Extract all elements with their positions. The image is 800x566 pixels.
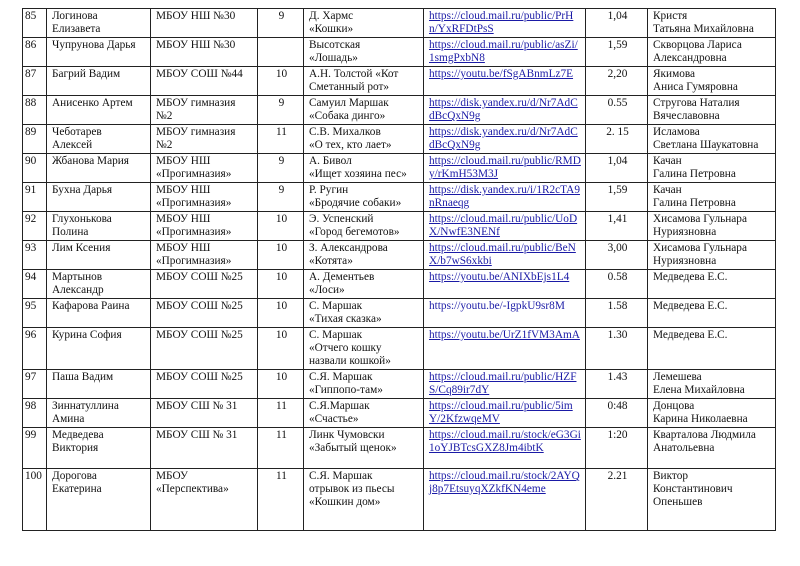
- duration-cell: 0.58: [586, 270, 648, 299]
- grade-cell: 10: [258, 241, 304, 270]
- grade-cell: 10: [258, 370, 304, 399]
- video-link[interactable]: https://youtu.be/UrZ1fVM3AmA: [429, 329, 580, 341]
- video-link[interactable]: https://cloud.mail.ru/public/HZFS/Cq89ir7dY: [429, 371, 577, 396]
- video-link[interactable]: https://youtu.be/-IgpkU9sr8M: [429, 300, 565, 312]
- grade-cell: 9: [258, 96, 304, 125]
- video-link-cell: [424, 370, 586, 399]
- teacher-cell: Качан Галина Петровна: [648, 183, 776, 212]
- teacher-cell: Кристя Татьяна Михайловна: [648, 9, 776, 38]
- grade-cell: 10: [258, 270, 304, 299]
- participant-name-cell: Багрий Вадим: [47, 67, 151, 96]
- grade-cell: 9: [258, 183, 304, 212]
- video-link[interactable]: https://youtu.be/fSgABnmLz7E: [429, 68, 574, 80]
- school-cell: МБОУ гимназия №2: [151, 96, 258, 125]
- row-number-cell: 87: [23, 67, 47, 96]
- grade-cell: 11: [258, 125, 304, 154]
- participant-name-cell: Курина София: [47, 328, 151, 370]
- grade-cell: 11: [258, 469, 304, 531]
- literary-work-cell: Самуил Маршак «Собака динго»: [304, 96, 424, 125]
- duration-cell: 1,59: [586, 38, 648, 67]
- participant-name-cell: Медведева Виктория: [47, 428, 151, 469]
- video-link-cell: [424, 270, 586, 299]
- row-number-cell: 88: [23, 96, 47, 125]
- video-link-cell: [424, 9, 586, 38]
- participant-name-cell: Глухонькова Полина: [47, 212, 151, 241]
- teacher-cell: Якимова Аниса Гумяровна: [648, 67, 776, 96]
- video-link-cell: [424, 469, 586, 531]
- school-cell: МБОУ НШ «Прогимназия»: [151, 183, 258, 212]
- participants-table: [22, 8, 776, 531]
- teacher-cell: Медведева Е.С.: [648, 299, 776, 328]
- grade-cell: 10: [258, 328, 304, 370]
- video-link[interactable]: https://cloud.mail.ru/public/5imY/2KfzwqeMV: [429, 400, 573, 425]
- participant-name-cell: Анисенко Артем: [47, 96, 151, 125]
- duration-cell: 2,20: [586, 67, 648, 96]
- video-link[interactable]: https://cloud.mail.ru/public/RMDy/rKmH53M3J: [429, 155, 581, 180]
- participant-name-cell: Бухна Дарья: [47, 183, 151, 212]
- duration-cell: 1.43: [586, 370, 648, 399]
- table-row: [23, 469, 776, 531]
- participant-name-cell: Лим Ксения: [47, 241, 151, 270]
- row-number-cell: 86: [23, 38, 47, 67]
- teacher-cell: Стругова Наталия Вячеславовна: [648, 96, 776, 125]
- grade-cell: 10: [258, 299, 304, 328]
- literary-work-cell: Э. Успенский «Город бегемотов»: [304, 212, 424, 241]
- literary-work-cell: Р. Ругин «Бродячие собаки»: [304, 183, 424, 212]
- teacher-cell: Медведева Е.С.: [648, 328, 776, 370]
- video-link-cell: [424, 428, 586, 469]
- teacher-cell: Кварталова Людмила Анатольевна: [648, 428, 776, 469]
- video-link[interactable]: https://cloud.mail.ru/public/asZi/1smgPxbN8: [429, 39, 578, 64]
- literary-work-cell: Д. Хармс «Кошки»: [304, 9, 424, 38]
- video-link-cell: [424, 183, 586, 212]
- teacher-cell: Хисамова Гульнара Нуриязновна: [648, 212, 776, 241]
- video-link[interactable]: https://cloud.mail.ru/stock/eG3Gi1oYJBTcsGXZ8Jm4ibtK: [429, 429, 581, 454]
- school-cell: МБОУ НШ «Прогимназия»: [151, 212, 258, 241]
- video-link[interactable]: https://cloud.mail.ru/public/PrHn/YxRFDtPsS: [429, 10, 574, 35]
- school-cell: МБОУ СОШ №25: [151, 299, 258, 328]
- grade-cell: 10: [258, 212, 304, 241]
- school-cell: МБОУ НШ «Прогимназия»: [151, 154, 258, 183]
- table-row: [23, 96, 776, 125]
- grade-cell: 10: [258, 67, 304, 96]
- duration-cell: 1,04: [586, 9, 648, 38]
- video-link-cell: [424, 38, 586, 67]
- literary-work-cell: С. Маршак «Отчего кошку назвали кошкой»: [304, 328, 424, 370]
- row-number-cell: 95: [23, 299, 47, 328]
- grade-cell: 11: [258, 428, 304, 469]
- table-row: [23, 212, 776, 241]
- participant-name-cell: Зиннатуллина Амина: [47, 399, 151, 428]
- video-link-cell: [424, 125, 586, 154]
- literary-work-cell: Высотская «Лошадь»: [304, 38, 424, 67]
- table-row: [23, 328, 776, 370]
- duration-cell: 3,00: [586, 241, 648, 270]
- teacher-cell: Виктор Константинович Опеньшев: [648, 469, 776, 531]
- video-link[interactable]: https://cloud.mail.ru/stock/2AYQj8p7EtsuyqXZkfKN4eme: [429, 470, 580, 495]
- participant-name-cell: Кафарова Раина: [47, 299, 151, 328]
- teacher-cell: Донцова Карина Николаевна: [648, 399, 776, 428]
- literary-work-cell: Линк Чумовски «Забытый щенок»: [304, 428, 424, 469]
- row-number-cell: 98: [23, 399, 47, 428]
- table-row: [23, 370, 776, 399]
- participant-name-cell: Жбанова Мария: [47, 154, 151, 183]
- table-row: [23, 241, 776, 270]
- duration-cell: 1:20: [586, 428, 648, 469]
- school-cell: МБОУ НШ №30: [151, 38, 258, 67]
- literary-work-cell: С. Маршак «Тихая сказка»: [304, 299, 424, 328]
- video-link-cell: [424, 399, 586, 428]
- duration-cell: 1,04: [586, 154, 648, 183]
- video-link[interactable]: https://disk.yandex.ru/d/Nr7AdCdBcQxN9g: [429, 97, 578, 122]
- teacher-cell: Лемешева Елена Михайловна: [648, 370, 776, 399]
- table-row: [23, 270, 776, 299]
- video-link-cell: [424, 241, 586, 270]
- video-link-cell: [424, 212, 586, 241]
- school-cell: МБОУ «Перспектива»: [151, 469, 258, 531]
- school-cell: МБОУ СОШ №25: [151, 328, 258, 370]
- school-cell: МБОУ СОШ №44: [151, 67, 258, 96]
- duration-cell: 1.58: [586, 299, 648, 328]
- school-cell: МБОУ СОШ №25: [151, 370, 258, 399]
- video-link[interactable]: https://disk.yandex.ru/i/1R2cTA9nRnaeqg: [429, 184, 580, 209]
- row-number-cell: 99: [23, 428, 47, 469]
- row-number-cell: 100: [23, 469, 47, 531]
- video-link[interactable]: https://cloud.mail.ru/public/BeNX/b7wS6xkbi: [429, 242, 576, 267]
- school-cell: МБОУ СОШ №25: [151, 270, 258, 299]
- school-cell: МБОУ НШ №30: [151, 9, 258, 38]
- school-cell: МБОУ СШ № 31: [151, 428, 258, 469]
- participant-name-cell: Дорогова Екатерина: [47, 469, 151, 531]
- table-row: [23, 38, 776, 67]
- grade-cell: [258, 38, 304, 67]
- grade-cell: 11: [258, 399, 304, 428]
- video-link-cell: [424, 299, 586, 328]
- literary-work-cell: С.Я. Маршак «Гиппопо-там»: [304, 370, 424, 399]
- table-row: [23, 399, 776, 428]
- row-number-cell: 96: [23, 328, 47, 370]
- school-cell: МБОУ СШ № 31: [151, 399, 258, 428]
- literary-work-cell: С.Я.Маршак «Счастье»: [304, 399, 424, 428]
- participant-name-cell: Мартынов Александр: [47, 270, 151, 299]
- row-number-cell: 97: [23, 370, 47, 399]
- video-link-cell: [424, 328, 586, 370]
- literary-work-cell: А. Бивол «Ищет хозяина пес»: [304, 154, 424, 183]
- literary-work-cell: С.В. Михалков «О тех, кто лает»: [304, 125, 424, 154]
- video-link[interactable]: https://cloud.mail.ru/public/UoDX/NwfE3NENf: [429, 213, 578, 238]
- duration-cell: 0.55: [586, 96, 648, 125]
- teacher-cell: Скворцова Лариса Александровна: [648, 38, 776, 67]
- literary-work-cell: А.Н. Толстой «Кот Сметанный рот»: [304, 67, 424, 96]
- row-number-cell: 92: [23, 212, 47, 241]
- teacher-cell: Хисамова Гульнара Нуриязновна: [648, 241, 776, 270]
- literary-work-cell: С.Я. Маршак отрывок из пьесы «Кошкин дом»: [304, 469, 424, 531]
- video-link-cell: [424, 96, 586, 125]
- table-row: [23, 428, 776, 469]
- teacher-cell: Качан Галина Петровна: [648, 154, 776, 183]
- row-number-cell: 90: [23, 154, 47, 183]
- table-body: [23, 9, 776, 531]
- video-link[interactable]: https://disk.yandex.ru/d/Nr7AdCdBcQxN9g: [429, 126, 578, 151]
- participant-name-cell: Логинова Елизавета: [47, 9, 151, 38]
- duration-cell: 2.21: [586, 469, 648, 531]
- participant-name-cell: Чупрунова Дарья: [47, 38, 151, 67]
- row-number-cell: 91: [23, 183, 47, 212]
- table-row: [23, 183, 776, 212]
- duration-cell: 1.30: [586, 328, 648, 370]
- teacher-cell: Исламова Светлана Шаукатовна: [648, 125, 776, 154]
- table-row: [23, 9, 776, 38]
- table-row: [23, 125, 776, 154]
- row-number-cell: 89: [23, 125, 47, 154]
- table-row: [23, 154, 776, 183]
- participant-name-cell: Паша Вадим: [47, 370, 151, 399]
- table-row: [23, 299, 776, 328]
- duration-cell: 0:48: [586, 399, 648, 428]
- school-cell: МБОУ НШ «Прогимназия»: [151, 241, 258, 270]
- video-link[interactable]: https://youtu.be/ANIXbEjs1L4: [429, 271, 570, 283]
- duration-cell: 2. 15: [586, 125, 648, 154]
- table-row: [23, 67, 776, 96]
- grade-cell: 9: [258, 9, 304, 38]
- duration-cell: 1,41: [586, 212, 648, 241]
- duration-cell: 1,59: [586, 183, 648, 212]
- literary-work-cell: А. Дементьев «Лоси»: [304, 270, 424, 299]
- school-cell: МБОУ гимназия №2: [151, 125, 258, 154]
- row-number-cell: 93: [23, 241, 47, 270]
- video-link-cell: [424, 154, 586, 183]
- participant-name-cell: Чеботарев Алексей: [47, 125, 151, 154]
- teacher-cell: Медведева Е.С.: [648, 270, 776, 299]
- row-number-cell: 85: [23, 9, 47, 38]
- grade-cell: 9: [258, 154, 304, 183]
- row-number-cell: 94: [23, 270, 47, 299]
- literary-work-cell: З. Александрова «Котята»: [304, 241, 424, 270]
- video-link-cell: [424, 67, 586, 96]
